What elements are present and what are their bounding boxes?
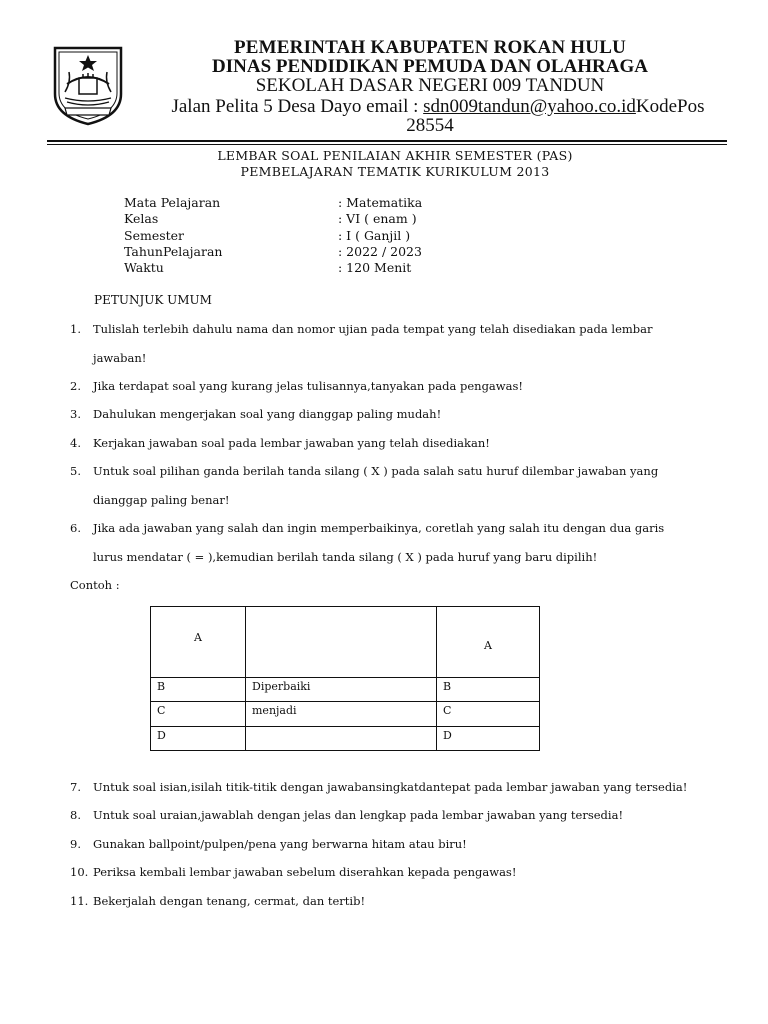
instruction-text-cont: lurus mendatar ( = ),kemudian berilah tanda silang ( X ) pada huruf yang baru dipilih! <box>93 550 598 564</box>
instruction-number: 7. <box>70 780 81 794</box>
instruction-text: Kerjakan jawaban soal pada lembar jawaban yang telah disediakan! <box>93 436 490 450</box>
table-cell: B <box>437 678 540 702</box>
info-value: : Matematika <box>338 195 423 210</box>
letterhead-line-2: DINAS PENDIDIKAN PEMUDA DAN OLAHRAGA <box>212 56 648 77</box>
instruction-text-cont: jawaban! <box>93 351 147 365</box>
instruction-number: 5. <box>70 464 81 478</box>
instruction-text-cont: dianggap paling benar! <box>93 493 230 507</box>
instruction-text: Untuk soal isian,isilah titik-titik dengan jawabansingkatdantepat pada lembar jawaban yang tersedia! <box>93 780 688 794</box>
info-label: Kelas <box>124 211 159 226</box>
table-row <box>151 702 540 726</box>
instruction-text: Dahulukan mengerjakan soal yang dianggap paling mudah! <box>93 407 442 421</box>
letterhead-line-1: PEMERINTAH KABUPATEN ROKAN HULU <box>233 37 627 58</box>
rokan-hulu-emblem-logo <box>47 42 129 126</box>
instruction-text: Jika ada jawaban yang salah dan ingin memperbaikinya, coretlah yang salah itu dengan dua garis <box>93 521 665 535</box>
document-title-line-1: LEMBAR SOAL PENILAIAN AKHIR SEMESTER (PAS) <box>217 148 573 163</box>
info-value: : VI ( enam ) <box>338 211 417 226</box>
info-label: Waktu <box>124 260 164 275</box>
info-value: : 120 Menit <box>338 260 412 275</box>
table-cell: menjadi <box>246 702 437 726</box>
table-row <box>151 726 540 750</box>
table-cell <box>246 607 437 678</box>
instruction-number: 10. <box>70 865 89 879</box>
instruction-number: 8. <box>70 808 81 822</box>
instruction-number: 1. <box>70 322 81 336</box>
table-row <box>151 678 540 702</box>
letterhead-school-name: SEKOLAH DASAR NEGERI 009 TANDUN <box>255 75 605 96</box>
table-cell: A <box>437 607 540 678</box>
instruction-text: Gunakan ballpoint/pulpen/pena yang berwarna hitam atau biru! <box>93 837 467 851</box>
letterhead-divider-thin <box>47 144 727 145</box>
table-cell <box>246 726 437 750</box>
letterhead-postcode: 28554 <box>406 115 454 136</box>
info-label: TahunPelajaran <box>124 244 223 259</box>
table-cell: D <box>437 726 540 750</box>
address-suffix: KodePos <box>635 96 705 117</box>
instruction-text: Untuk soal pilihan ganda berilah tanda silang ( X ) pada salah satu huruf dilembar jawaban yang <box>93 464 659 478</box>
table-cell: C <box>151 702 246 726</box>
instruction-text: Periksa kembali lembar jawaban sebelum diserahkan kepada pengawas! <box>93 865 517 879</box>
email-link[interactable]: sdn009tandun@yahoo.co.id <box>423 96 636 117</box>
instruction-text: Tulislah terlebih dahulu nama dan nomor ujian pada tempat yang telah disediakan pada lembar <box>93 322 653 336</box>
info-label: Semester <box>124 228 185 243</box>
instruction-number: 4. <box>70 436 81 450</box>
example-label: Contoh : <box>70 578 120 592</box>
document-title-line-2: PEMBELAJARAN TEMATIK KURIKULUM 2013 <box>240 164 550 179</box>
instruction-text: Jika terdapat soal yang kurang jelas tulisannya,tanyakan pada pengawas! <box>93 379 524 393</box>
table-cell: C <box>437 702 540 726</box>
example-answer-table <box>150 606 540 751</box>
info-label: Mata Pelajaran <box>124 195 221 210</box>
table-cell: Diperbaiki <box>246 678 437 702</box>
letterhead-divider-thick <box>47 140 727 142</box>
instruction-number: 6. <box>70 521 81 535</box>
info-value: : 2022 / 2023 <box>338 244 422 259</box>
instruction-number: 9. <box>70 837 81 851</box>
table-row <box>151 607 540 678</box>
instructions-heading: PETUNJUK UMUM <box>94 293 212 307</box>
table-cell: A <box>151 607 246 678</box>
table-cell: B <box>151 678 246 702</box>
instruction-number: 11. <box>70 894 89 908</box>
address-prefix: Jalan Pelita 5 Desa Dayo email : <box>171 96 424 117</box>
info-value: : I ( Ganjil ) <box>338 228 411 243</box>
instruction-number: 2. <box>70 379 81 393</box>
instruction-text: Bekerjalah dengan tenang, cermat, dan tertib! <box>93 894 366 908</box>
instruction-number: 3. <box>70 407 81 421</box>
table-cell: D <box>151 726 246 750</box>
instruction-text: Untuk soal uraian,jawablah dengan jelas dan lengkap pada lembar jawaban yang tersedia! <box>93 808 624 822</box>
